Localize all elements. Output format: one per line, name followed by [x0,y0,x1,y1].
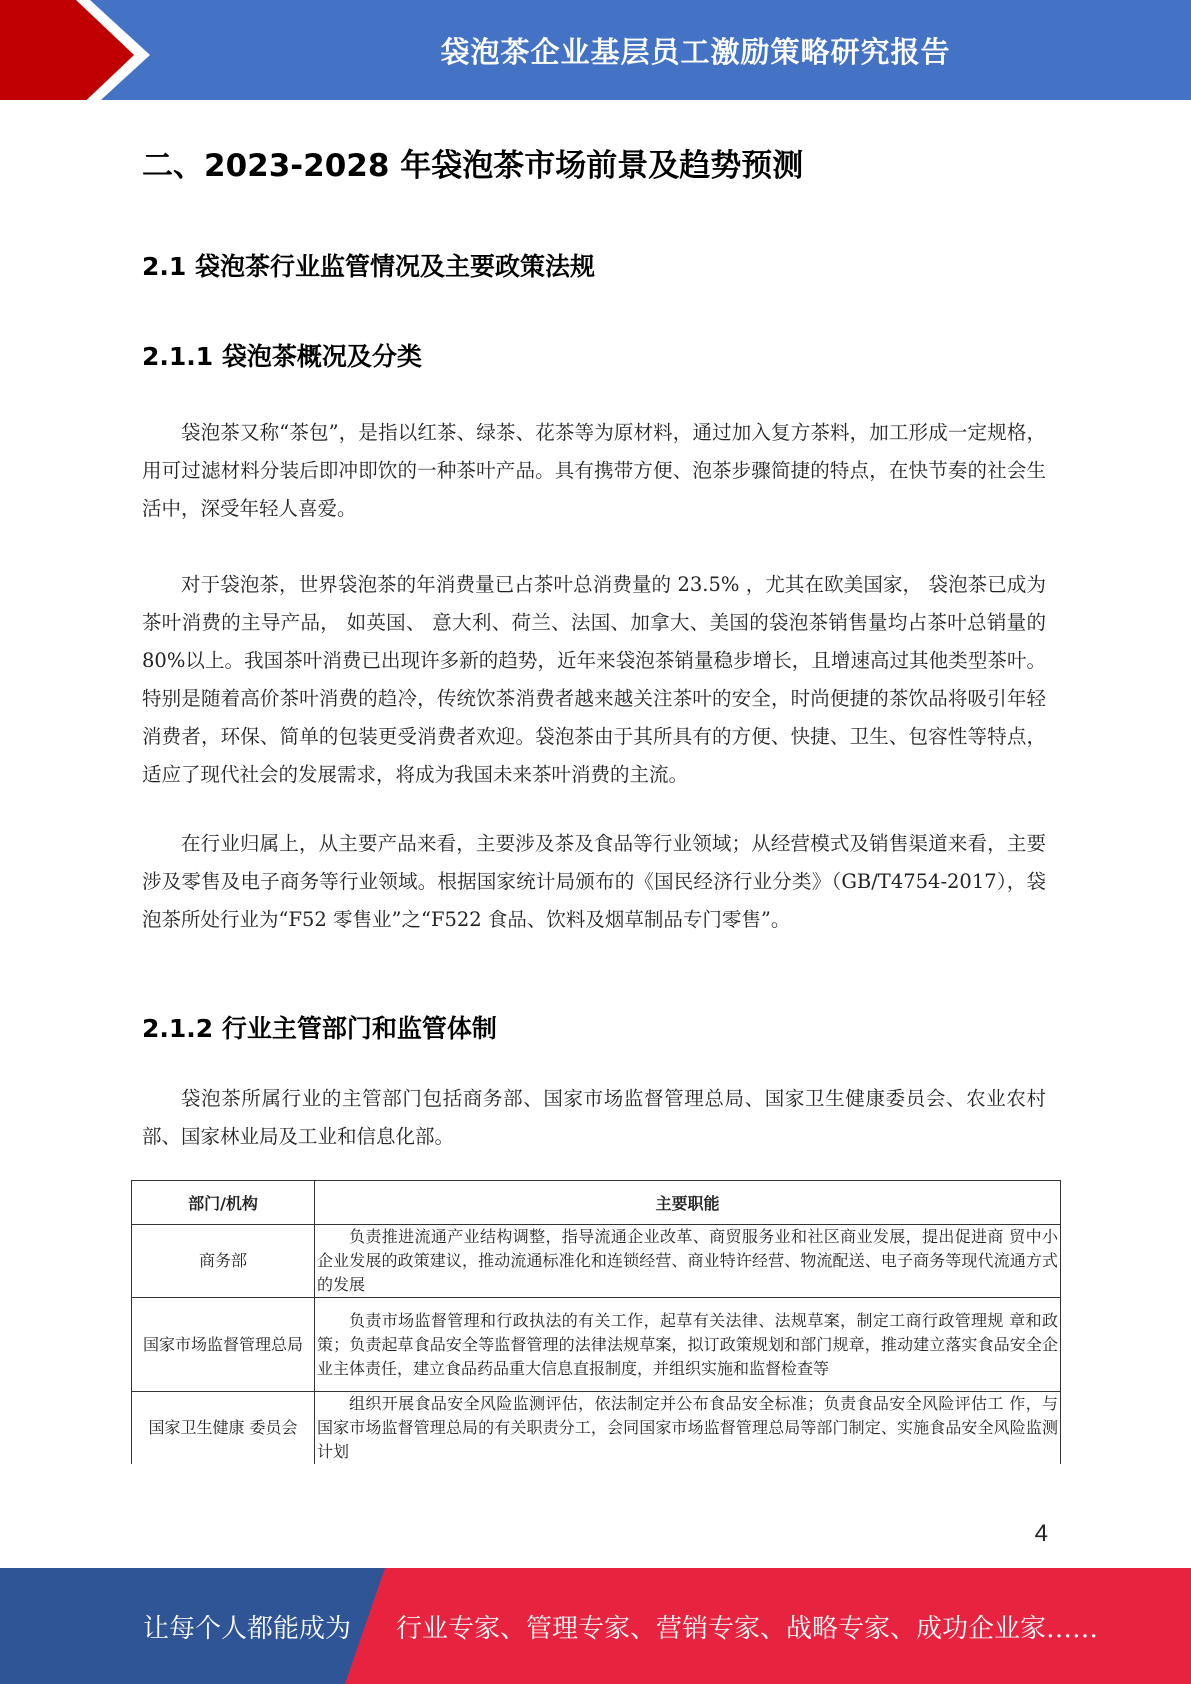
table-header-row [132,1181,1061,1225]
header-band [0,0,1191,110]
table-header-dept: 部门/机构 [132,1181,315,1225]
page-number: 4 [1034,1520,1048,1547]
paragraph-classification: 在行业归属上，从主要产品来看，主要涉及茶及食品等行业领域；从经营模式及销售渠道来看，主要涉及零售及电子商务等行业领域。根据国家统计局颁布的《国民经济行业分类》（GB/T4754-2017），袋泡茶所处行业为“F52 零售业”之“F522 食品、饮料及烟草制品专门零售”。 [142,832,1046,931]
table-row [132,1298,1061,1392]
authority-table [131,1180,1061,1464]
subsubsection-title: 2.1.1 袋泡茶概况及分类 [142,342,422,371]
subsection-title: 2.1 袋泡茶行业监管情况及主要政策法规 [142,252,595,281]
footer-slogan-left: 让每个人都能成为 [143,1613,352,1644]
table-header-duty: 主要职能 [315,1181,1061,1225]
table-row [132,1225,1061,1298]
table-cell-duty: 负责市场监督管理和行政执法的有关工作，起草有关法律、法规草案，制定工商行政管理规 章和政策；负责起草食品安全等监督管理的法律法规草案，拟订政策规划和部门规章，推动建立落实食品安全企业主体责任，建立食品药品重大信息直报制度，并组织实施和监督检查等 [315,1298,1061,1392]
subsubsection-title: 2.1.2 行业主管部门和监管体制 [142,1014,497,1043]
footer-band [0,1568,1191,1684]
table-cell-duty: 组织开展食品安全风险监测评估，依法制定并公布食品安全标准；负责食品安全风险评估工 作，与国家市场监督管理总局的有关职责分工，会同国家市场监督管理总局等部门制定、实施食品安全风险监测计划 [315,1392,1061,1465]
footer-slogan-right: 行业专家、管理专家、营销专家、战略专家、成功企业家…… [396,1613,1099,1644]
table-cell-dept: 商务部 [132,1225,315,1298]
paragraph-authorities: 袋泡茶所属行业的主管部门包括商务部、国家市场监督管理总局、国家卫生健康委员会、农业农村部、国家林业局及工业和信息化部。 [142,1087,1046,1148]
section-title: 二、2023-2028 年袋泡茶市场前景及趋势预测 [142,148,804,184]
table-cell-duty: 负责推进流通产业结构调整，指导流通企业改革、商贸服务业和社区商业发展，提出促进商 贸中小企业发展的政策建议，推动流通标准化和连锁经营、商业特许经营、物流配送、电子商务等现代流通方式的发展 [315,1225,1061,1298]
table-cell-dept: 国家卫生健康 委员会 [132,1392,315,1465]
table-cell-dept: 国家市场监督管理总局 [132,1298,315,1392]
header-title: 袋泡茶企业基层员工激励策略研究报告 [440,34,951,69]
paragraph-overview: 袋泡茶又称“茶包”，是指以红茶、绿茶、花茶等为原材料，通过加入复方茶料，加工形成一定规格，用可过滤材料分装后即冲即饮的一种茶叶产品。具有携带方便、泡茶步骤简捷的特点，在快节奏的社会生活中，深受年轻人喜爱。 [142,421,1046,520]
table-row [132,1392,1061,1465]
paragraph-consumption: 对于袋泡茶，世界袋泡茶的年消费量已占茶叶总消费量的 23.5% ，尤其在欧美国家， 袋泡茶已成为茶叶消费的主导产品， 如英国、 意大利、荷兰、法国、加拿大、美国的袋泡茶销售量均占茶叶总销量的 80%以上。我国茶叶消费已出现许多新的趋势，近年来袋泡茶销量稳步增长，且增速高过其他类型茶叶。特别是随着高价茶叶消费的趋冷，传统饮茶消费者越来越关注茶叶的安全，时尚便捷的茶饮品将吸引年轻消费者，环保、简单的包装更受消费者欢迎。袋泡茶由于其所具有的方便、快捷、卫生、包容性等特点，适应了现代社会的发展需求，将成为我国未来茶叶消费的主流。 [142,573,1046,786]
